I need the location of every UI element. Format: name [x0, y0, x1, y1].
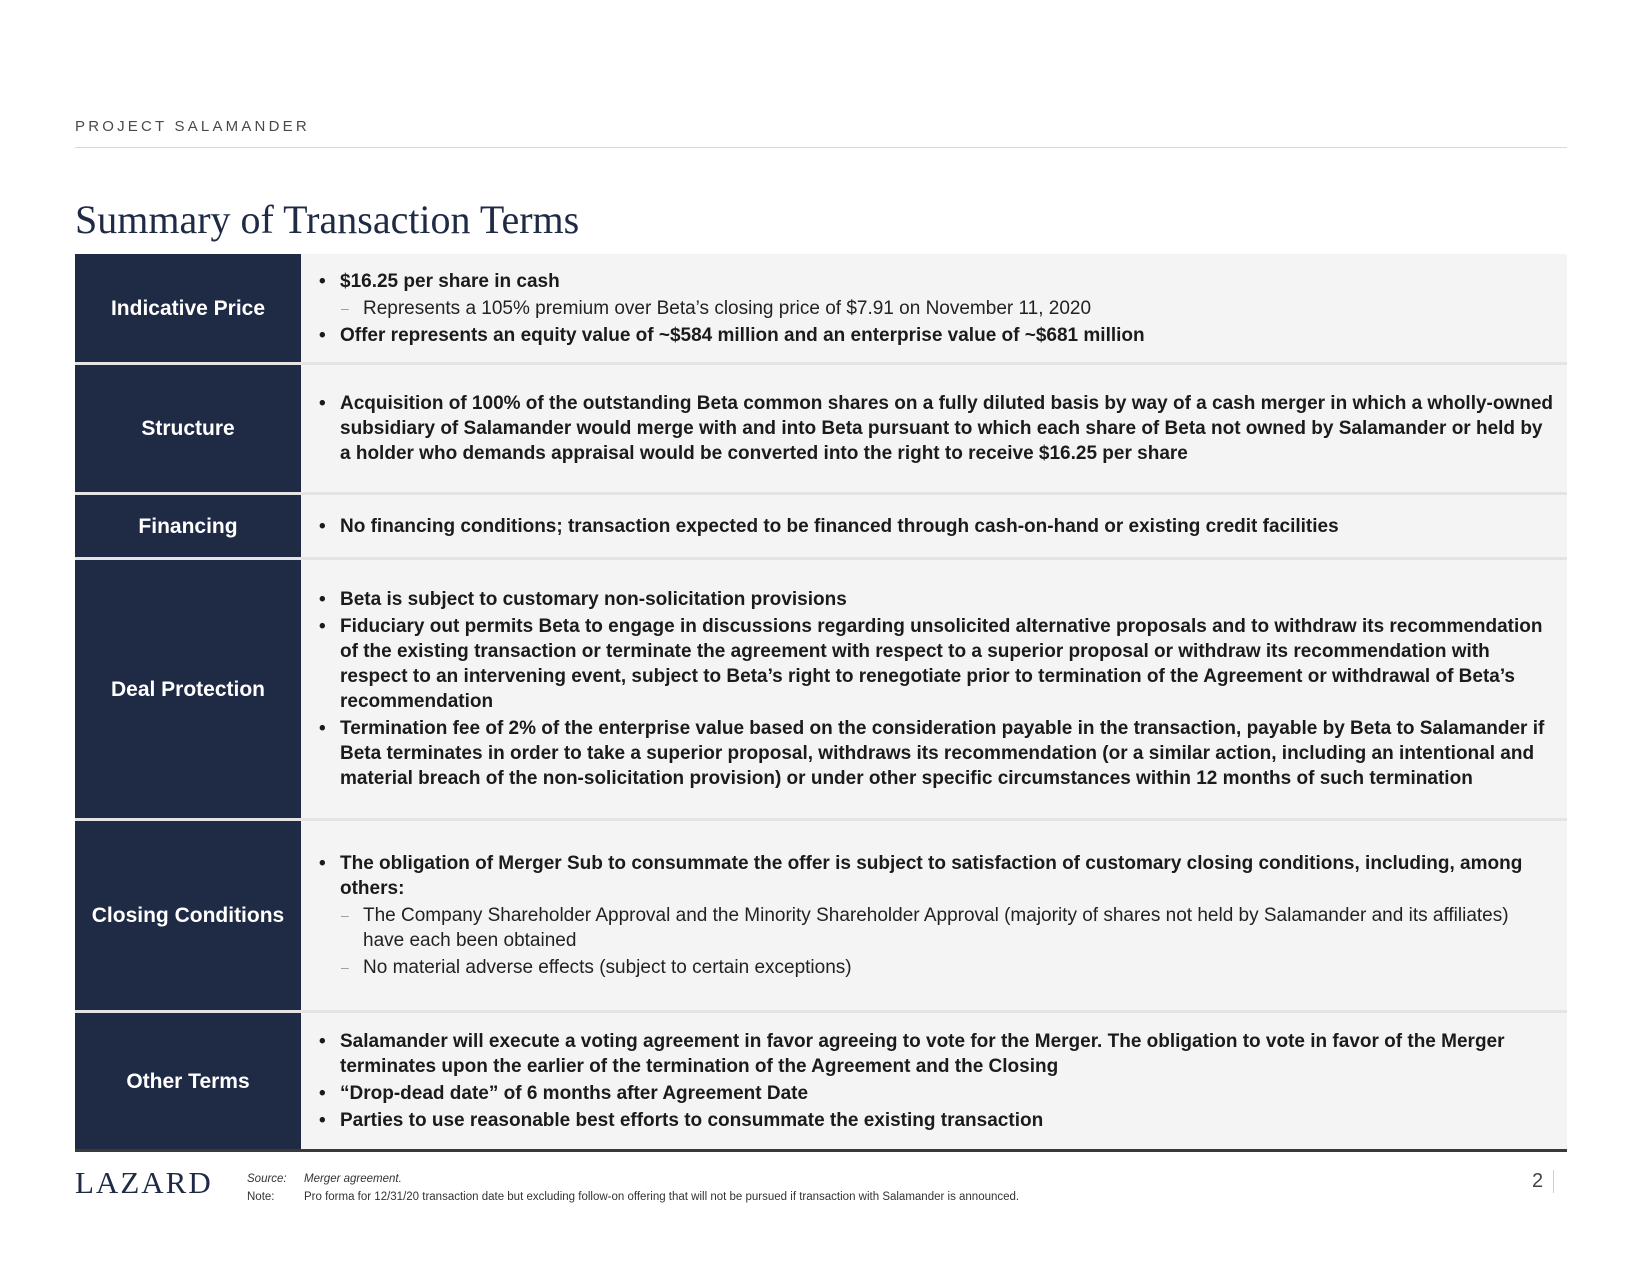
term-row-financing: [75, 495, 1567, 560]
term-bullet: • Salamander will execute a voting agreement in favor agreeing to vote for the Merger. The obligation to vote in favor of the Merger terminates upon the earlier of the termination of the Agreement and the Closing: [75, 1029, 1555, 1079]
term-bullet: • “Drop-dead date” of 6 months after Agreement Date: [75, 1081, 1555, 1106]
term-bullet: • The obligation of Merger Sub to consummate the offer is subject to satisfaction of customary closing conditions, including, among others:: [75, 851, 1555, 901]
term-bullet: • Beta is subject to customary non-solicitation provisions: [75, 587, 1555, 612]
term-body: [301, 254, 1567, 362]
note: [247, 1188, 1019, 1206]
note-label: Note:: [247, 1191, 275, 1203]
term-row-other-terms: [75, 1013, 1567, 1152]
page-number: 2: [1532, 1170, 1554, 1193]
term-row-indicative-price: [75, 254, 1567, 365]
project-name: PROJECT SALAMANDER: [75, 118, 310, 135]
term-sub-bullet: – Represents a 105% premium over Beta’s closing price of $7.91 on November 11, 2020: [75, 296, 1555, 321]
page-title: Summary of Transaction Terms: [75, 197, 580, 242]
term-label: Indicative Price: [75, 254, 301, 362]
term-bullet: • Offer represents an equity value of ~$584 million and an enterprise value of ~$681 million: [75, 323, 1555, 348]
term-label: Financing: [75, 495, 301, 557]
term-body: [301, 560, 1567, 818]
term-sub-bullet: – No material adverse effects (subject to certain exceptions): [75, 955, 1555, 980]
term-body: [301, 365, 1567, 492]
term-label: Structure: [75, 365, 301, 492]
terms-table: [75, 254, 1567, 1152]
note-text: Pro forma for 12/31/20 transaction date but excluding follow-on offering that will not be pursued if transaction with Salamander is announced.: [304, 1191, 1020, 1203]
term-row-closing-conditions: [75, 821, 1567, 1013]
term-label: Deal Protection: [75, 560, 301, 818]
term-sub-bullet: – The Company Shareholder Approval and the Minority Shareholder Approval (majority of shares not held by Salamander and its affiliates) have each been obtained: [75, 903, 1555, 953]
term-label: Other Terms: [75, 1013, 301, 1149]
term-bullet: • Parties to use reasonable best efforts to consummate the existing transaction: [75, 1108, 1555, 1133]
term-row-structure: [75, 365, 1567, 495]
term-bullet: • Fiduciary out permits Beta to engage in discussions regarding unsolicited alternative proposals and to withdraw its recommendation of the existing transaction or terminate the agreement with respect to a superior proposal or withdraw its recommendation with respect to an intervening event, subject to Beta’s right to renegotiate prior to termination of the Agreement or withdrawal of Beta’s recommendation: [75, 614, 1555, 714]
term-bullet: • $16.25 per share in cash: [75, 269, 1555, 294]
term-bullet: • Termination fee of 2% of the enterprise value based on the consideration payable in the transaction, payable by Beta to Salamander if Beta terminates in order to take a superior proposal, withdraws its recommendation (or a similar action, including an intentional and material breach of the non-solicitation provision) or under other specific circumstances within 12 months of such termination: [75, 716, 1555, 791]
source-note: [247, 1170, 1019, 1188]
footnotes: [247, 1170, 1019, 1206]
term-body: [301, 495, 1567, 557]
term-bullet: • No financing conditions; transaction expected to be financed through cash-on-hand or existing credit facilities: [75, 514, 1555, 539]
term-label: Closing Conditions: [75, 821, 301, 1010]
source-text: Merger agreement.: [304, 1173, 402, 1185]
lazard-logo: LAZARD: [75, 1165, 213, 1200]
term-body: [301, 821, 1567, 1010]
term-row-deal-protection: [75, 560, 1567, 821]
term-body: [301, 1013, 1567, 1149]
header-divider: [75, 147, 1567, 148]
term-bullet: • Acquisition of 100% of the outstanding Beta common shares on a fully diluted basis by way of a cash merger in which a wholly-owned subsidiary of Salamander would merge with and into Beta pursuant to which each share of Beta not owned by Salamander or held by a holder who demands appraisal would be converted into the right to receive $16.25 per share: [75, 391, 1555, 466]
source-label: Source:: [247, 1173, 287, 1185]
